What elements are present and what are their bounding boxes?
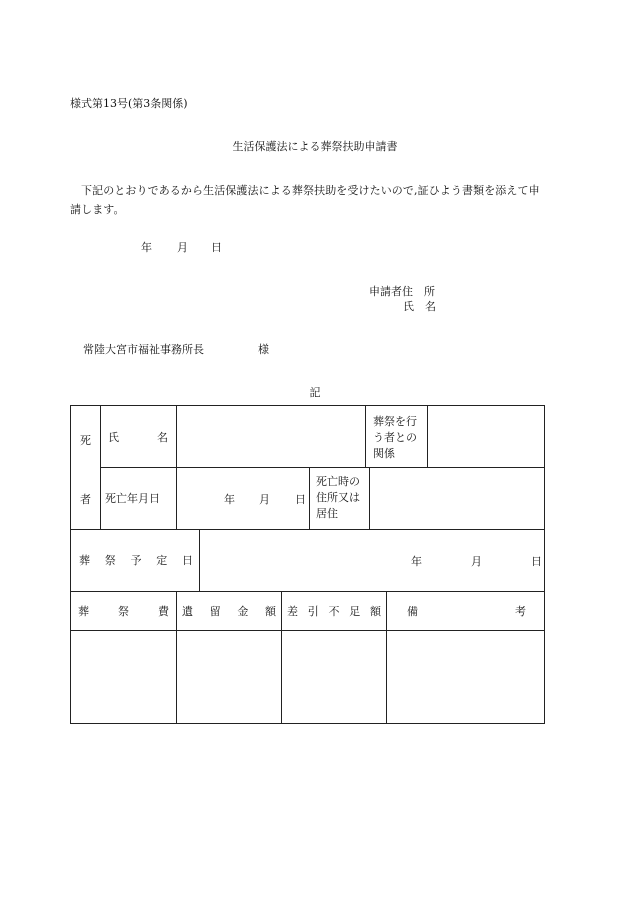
form-number: 様式第13号(第3条関係) <box>70 97 188 110</box>
col-divider <box>309 467 310 529</box>
label-line: 住所又は <box>316 491 360 504</box>
column-shortfall <box>287 591 381 630</box>
column-funeral-cost <box>78 591 169 630</box>
label-char: 額 <box>264 604 276 618</box>
name-field[interactable] <box>177 407 364 466</box>
label-line: う者との <box>373 431 417 444</box>
col-divider <box>199 529 200 591</box>
deceased-char: 死 <box>80 434 91 447</box>
funeral-month-unit: 月 <box>471 555 482 568</box>
death-year-unit: 年 <box>224 493 235 506</box>
label-char: 考 <box>515 604 526 618</box>
applicant-address-label: 申請者住 所 <box>369 285 435 298</box>
applicant-name-label: 氏 名 <box>403 300 436 313</box>
label-char: 葬 <box>78 604 89 618</box>
label-char: 留 <box>209 604 221 618</box>
label-char: 額 <box>370 604 381 618</box>
col-divider <box>365 406 366 467</box>
document-title: 生活保護法による葬祭扶助申請書 <box>232 140 398 153</box>
date-month-label: 月 <box>177 241 188 254</box>
label-char: 葬 <box>79 554 90 567</box>
application-table <box>70 405 545 724</box>
label-line: 居住 <box>316 507 338 520</box>
remaining-money-field[interactable] <box>177 631 280 723</box>
deceased-char: 者 <box>80 493 91 506</box>
label-char: 不 <box>328 604 340 618</box>
addressee: 常陸大宮市福祉事務所長 <box>83 343 204 356</box>
column-remarks <box>407 591 526 630</box>
label-char: 備 <box>407 604 418 618</box>
label-char: 氏 <box>108 430 119 444</box>
col-divider <box>100 406 101 529</box>
label-line: 死亡時の <box>316 475 360 488</box>
label-char: 引 <box>307 604 319 618</box>
label-char: 定 <box>156 554 168 567</box>
intro-paragraph: 下記のとおりであるから生活保護法による葬祭扶助を受けたいので,証ひよう書類を添えて申請します。 <box>70 184 540 216</box>
column-remaining-money <box>182 591 276 630</box>
relation-field[interactable] <box>428 407 544 466</box>
label-char: 差 <box>287 604 298 618</box>
label-char: 祭 <box>104 554 116 567</box>
label-char: 日 <box>182 554 193 567</box>
death-address-field[interactable] <box>370 468 544 528</box>
label-char: 名 <box>157 430 168 444</box>
death-month-unit: 月 <box>259 493 270 506</box>
date-day-label: 日 <box>211 241 222 254</box>
funeral-year-unit: 年 <box>411 555 422 568</box>
date-year-label: 年 <box>141 241 152 254</box>
addressee-honorific: 様 <box>258 343 269 356</box>
relation-label <box>373 414 427 462</box>
death-address-label <box>316 474 370 522</box>
remarks-field[interactable] <box>387 631 544 723</box>
funeral-day-unit: 日 <box>531 555 542 568</box>
ki-heading: 記 <box>309 386 321 399</box>
funeral-cost-field[interactable] <box>72 631 175 723</box>
funeral-date-label <box>79 529 193 591</box>
label-line: 関係 <box>373 447 395 460</box>
name-label <box>108 406 168 467</box>
label-char: 費 <box>158 604 169 618</box>
label-char: 遺 <box>182 604 193 618</box>
death-date-label: 死亡年月日 <box>105 492 160 505</box>
label-char: 予 <box>130 554 142 567</box>
label-char: 足 <box>349 604 361 618</box>
label-line: 葬祭を行 <box>373 415 417 428</box>
shortfall-field[interactable] <box>282 631 385 723</box>
label-char: 金 <box>237 604 249 618</box>
label-char: 祭 <box>118 604 129 618</box>
death-day-unit: 日 <box>295 493 306 506</box>
